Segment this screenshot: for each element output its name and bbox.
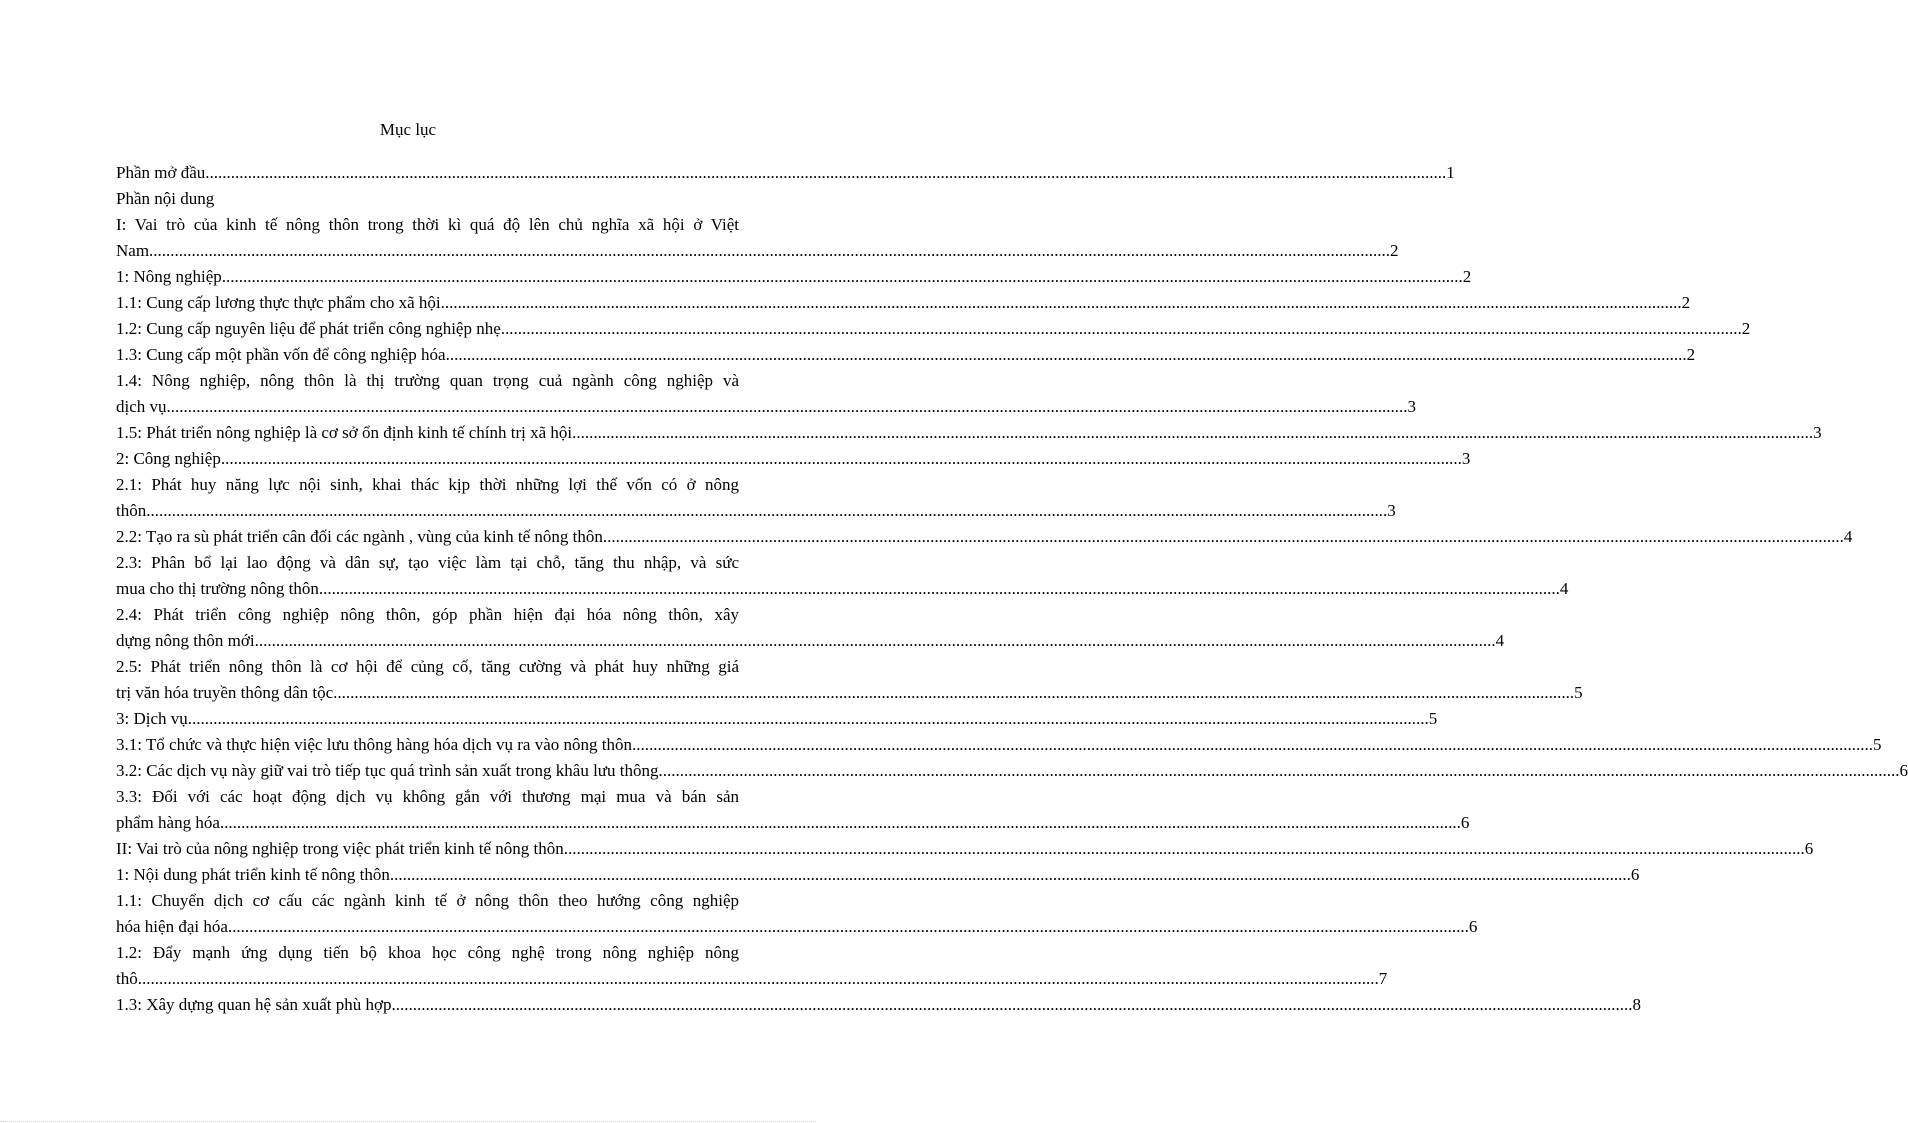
toc-page-number: 2 <box>1390 241 1399 260</box>
page-bottom-border <box>0 1121 816 1122</box>
toc-leader-dots <box>333 680 1574 706</box>
toc-entry-text: phẩm hàng hóa <box>116 813 220 832</box>
toc-page-number: 6 <box>1468 917 1478 936</box>
toc-entry-text: dịch vụ <box>116 397 167 416</box>
toc-entry-text: 1.5: Phát triển nông nghiệp là cơ sở ổn định kinh tế chính trị xã hội <box>116 423 573 442</box>
toc-entry-text: 1.2: Đẩy mạnh ứng dụng tiến bộ khoa học công nghệ trong nông nghiệp nông <box>116 943 739 962</box>
toc-entry <box>116 602 1505 654</box>
toc-page-number: 3 <box>1813 423 1822 442</box>
toc-entry <box>116 446 1471 472</box>
toc-entry <box>116 940 1388 992</box>
toc-entry <box>116 758 1908 784</box>
toc-entry <box>116 654 1583 706</box>
toc-entry <box>116 368 1417 420</box>
toc-entry <box>116 160 1455 186</box>
toc-page-number: 4 <box>1843 527 1853 546</box>
toc-entry-text: 2.1: Phát huy năng lực nội sinh, khai thác kịp thời những lợi thế vốn có ở nông <box>116 475 739 494</box>
toc-leader-dots <box>446 342 1687 368</box>
toc-entry <box>116 862 1640 888</box>
toc-page-number: 2 <box>1686 345 1696 364</box>
toc-page-number: 1 <box>1446 163 1455 182</box>
toc-leader-dots <box>167 394 1408 420</box>
toc-entry-text: II: Vai trò của nông nghiệp trong việc phát triển kinh tế nông thôn <box>116 839 564 858</box>
toc-entry <box>116 290 1691 316</box>
toc-leader-dots <box>603 524 1844 550</box>
toc-entry-text: 1.2: Cung cấp nguyên liệu để phát triển công nghiệp nhẹ <box>116 319 501 338</box>
toc-leader-dots <box>221 446 1462 472</box>
toc-entry-text: 3.3: Đối với các hoạt động dịch vụ không gắn với thương mại mua và bán sản <box>116 787 739 806</box>
toc-entry-text: 3: Dịch vụ <box>116 709 188 728</box>
toc-page-number: 2 <box>1681 293 1691 312</box>
toc-entry-text: 1.3: Cung cấp một phần vốn để công nghiệp hóa <box>116 345 446 364</box>
toc-leader-dots <box>564 836 1805 862</box>
toc-entry-text: mua cho thị trường nông thôn <box>116 579 319 598</box>
toc-leader-dots <box>205 160 1446 186</box>
toc-entry-text: 1.1: Chuyển dịch cơ cấu các ngành kinh tế ở nông thôn theo hướng công nghiệp <box>116 891 739 910</box>
toc-entry-text: dựng nông thôn mới <box>116 631 255 650</box>
toc-page-number: 5 <box>1872 735 1882 754</box>
toc-entry <box>116 524 1853 550</box>
toc-entry <box>116 550 1569 602</box>
toc-page-number: 6 <box>1460 813 1470 832</box>
toc-entry-text: Phần mở đầu <box>116 163 206 182</box>
toc-leader-dots <box>632 732 1873 758</box>
toc-entry <box>116 186 739 212</box>
toc-entry-text: 2.2: Tạo ra sù phát triển cân đối các ngành , vùng của kinh tế nông thôn <box>116 527 603 546</box>
toc-leader-dots <box>255 628 1496 654</box>
toc-page-number: 6 <box>1804 839 1814 858</box>
toc-leader-dots <box>188 706 1429 732</box>
toc-entry-text: hóa hiện đại hóa <box>116 917 228 936</box>
toc-page-number: 5 <box>1574 683 1583 702</box>
toc-page-number: 3 <box>1461 449 1471 468</box>
toc-entry-text: 2: Công nghiệp <box>116 449 221 468</box>
toc-page-number: 5 <box>1428 709 1438 728</box>
toc-entry <box>116 212 1399 264</box>
toc-entry <box>116 264 1472 290</box>
toc-page-number: 6 <box>1899 761 1908 780</box>
toc-entry-text: thôn <box>116 501 147 520</box>
toc-entry-text: 1.4: Nông nghiệp, nông thôn là thị trường quan trọng cuả ngành công nghiệp và <box>116 371 739 390</box>
toc-page-number: 2 <box>1741 319 1751 338</box>
toc-leader-dots <box>228 914 1469 940</box>
toc-entry-text: Phần nội dung <box>116 189 215 208</box>
toc-entry-text: 1.3: Xây dựng quan hệ sản xuất phù hợp <box>116 995 392 1014</box>
toc-entry-text: trị văn hóa truyền thông dân tộc <box>116 683 334 702</box>
toc-entry-text: 3.2: Các dịch vụ này giữ vai trò tiếp tục quá trình sản xuất trong khâu lưu thông <box>116 761 659 780</box>
toc-entry <box>116 706 1438 732</box>
toc-entry-text: 2.4: Phát triển công nghiệp nông thôn, góp phần hiện đại hóa nông thôn, xây <box>116 605 739 624</box>
toc-leader-dots <box>501 316 1742 342</box>
toc-leader-dots <box>222 264 1463 290</box>
toc-leader-dots <box>659 758 1900 784</box>
toc-entry-text: Nam <box>116 241 150 260</box>
toc-page-number: 4 <box>1495 631 1505 650</box>
toc-entry <box>116 472 1396 524</box>
toc-entry <box>116 420 1822 446</box>
toc-leader-dots <box>572 420 1813 446</box>
toc-leader-dots <box>220 810 1461 836</box>
toc-entry-text: I: Vai trò của kinh tế nông thôn trong thời kì quá độ lên chủ nghĩa xã hội ở Việt <box>116 215 739 234</box>
toc-entry-text: 1.1: Cung cấp lương thực thực phẩm cho xã hội <box>116 293 441 312</box>
toc-entry-text: 3.1: Tổ chức và thực hiện việc lưu thông hàng hóa dịch vụ ra vào nông thôn <box>116 735 632 754</box>
toc-leader-dots <box>146 498 1387 524</box>
toc-leader-dots <box>390 862 1631 888</box>
table-of-contents <box>116 160 1908 1018</box>
toc-entry <box>116 784 1470 836</box>
toc-entry <box>116 888 1478 940</box>
toc-entry <box>116 316 1751 342</box>
toc-page-number: 4 <box>1559 579 1569 598</box>
toc-entry-text: 1: Nông nghiệp <box>116 267 222 286</box>
toc-page-number: 8 <box>1632 995 1642 1014</box>
toc-leader-dots <box>149 238 1390 264</box>
toc-page-number: 7 <box>1378 969 1388 988</box>
toc-entry-text: 1: Nội dung phát triển kinh tế nông thôn <box>116 865 390 884</box>
toc-leader-dots <box>319 576 1560 602</box>
toc-entry <box>116 732 1882 758</box>
toc-page-number: 2 <box>1462 267 1472 286</box>
toc-entry-text: thô <box>116 969 138 988</box>
toc-leader-dots <box>138 966 1379 992</box>
toc-page-number: 3 <box>1387 501 1396 520</box>
toc-entry <box>116 836 1814 862</box>
toc-page-number: 3 <box>1407 397 1417 416</box>
toc-entry-text: 2.3: Phân bổ lại lao động và dân sự, tạo việc làm tại chỗ, tăng thu nhập, và sức <box>116 553 739 572</box>
toc-entry <box>116 992 1642 1018</box>
toc-entry-text: 2.5: Phát triển nông thôn là cơ hội để củng cố, tăng cường và phát huy những giá <box>116 657 739 676</box>
toc-leader-dots <box>392 992 1633 1018</box>
toc-entry <box>116 342 1696 368</box>
toc-page-number: 6 <box>1630 865 1640 884</box>
toc-leader-dots <box>441 290 1682 316</box>
toc-title: Mục lục <box>379 120 437 139</box>
